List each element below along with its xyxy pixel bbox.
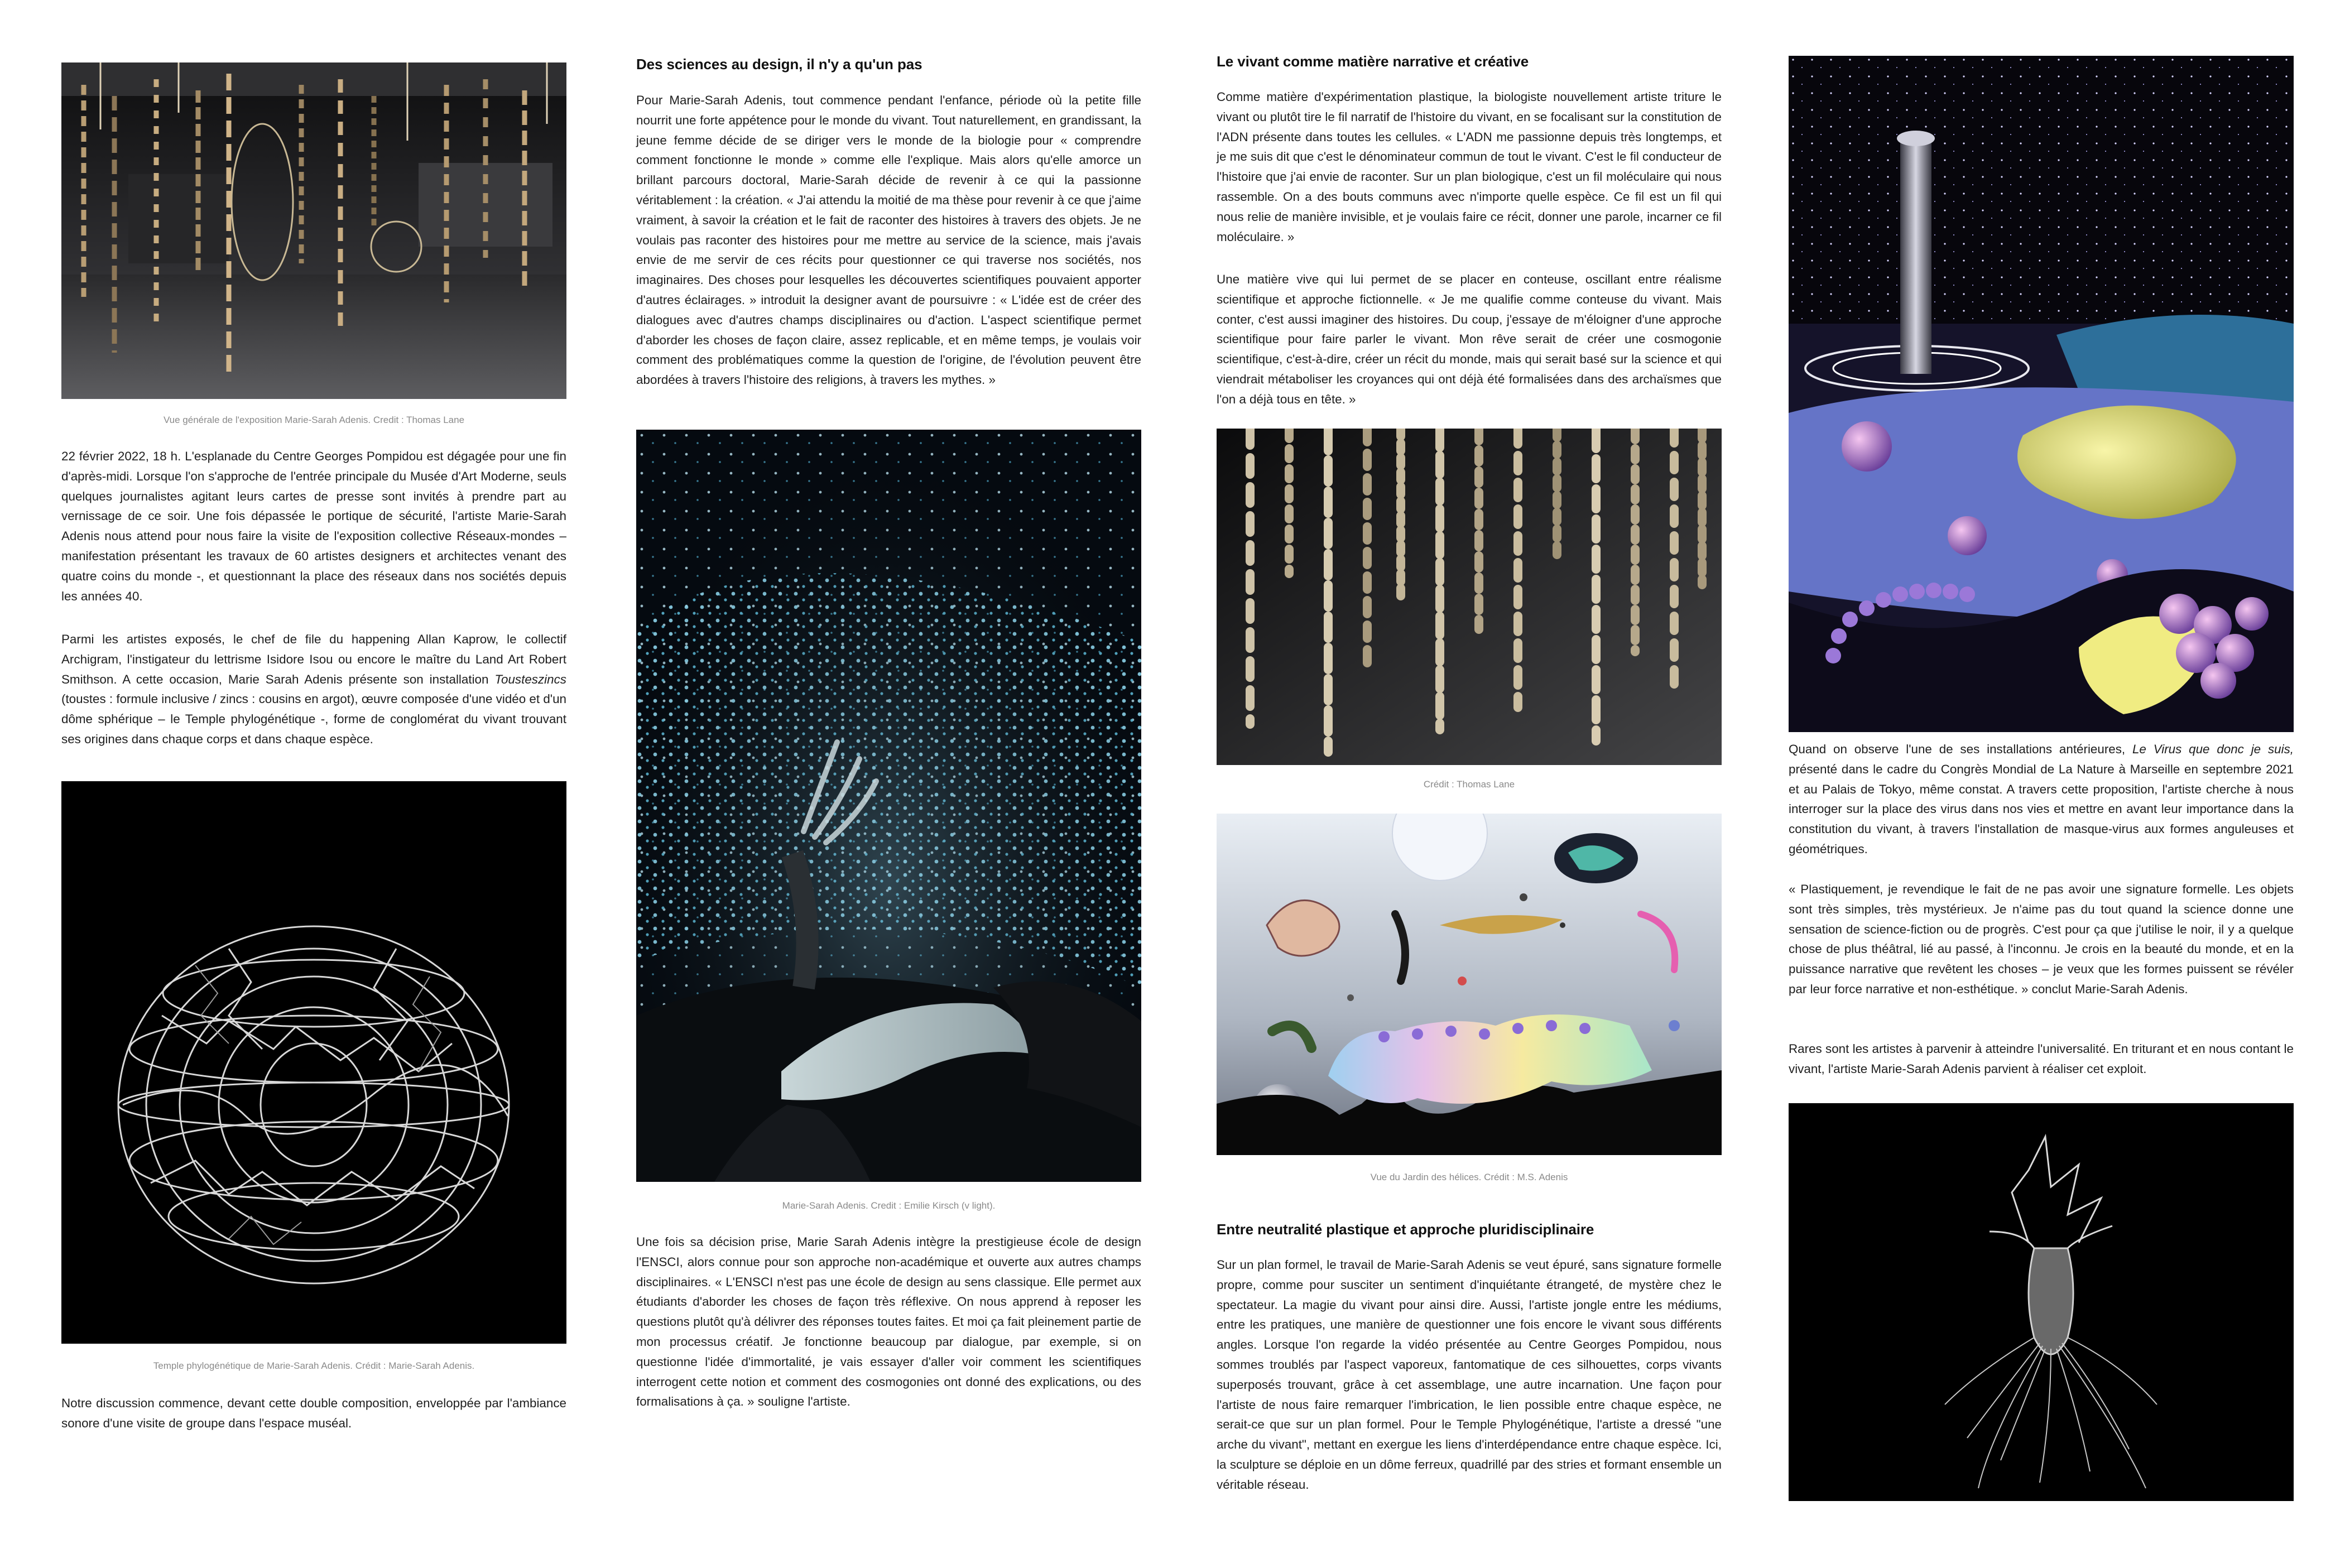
- wire-dome-sculpture: [61, 781, 566, 1344]
- intro-paragraph: 22 février 2022, 18 h. L'esplanade du Centre Georges Pompidou est dégagée pour une fin d'après-midi. Lorsque l'on s'approche de l'entrée principale du Musée d'Art Moderne, seuls quelques journalistes agitant leurs cartes de presse sont invités à prendre part au vernissage de ce soir. Une fois dépassée le portique de sécurité, l'artiste Marie-Sarah Adenis nous attend pour nous faire la visite de l'exposition collective Réseaux-mondes – manifestation présentant les travaux de 60 artistes designers et architectes venant des quatre coins du monde -, et questionnant la place des réseaux dans nos sociétés depuis les années 40.: [61, 449, 566, 603]
- discussion-paragraph: Notre discussion commence, devant cette double composition, enveloppée par l'ambiance sonore d'une visite de groupe dans l'espace muséal.: [61, 1396, 566, 1430]
- virus-paragraph: Quand on observe l'une de ses installations antérieures, Le Virus que donc je suis, présenté dans le cadre du Congrès Mondial de La Nature à Marseille en septembre 2021 et au Palais de Tokyo, même constat. A travers cette proposition, l'artiste cherche à nous interroger sur la place des virus dans nos vies et mettre en avant leur importance dans la constitution du vivant, à travers l'installation de masque-virus aux formes anguleuses et géométriques.: [1789, 742, 2294, 856]
- photo-caption: Vue générale de l'exposition Marie-Sarah Adenis. Credit : Thomas Lane: [163, 415, 465, 425]
- section-heading: Des sciences au design, il n'y a qu'un pas: [636, 56, 922, 73]
- artist-portrait-light: [636, 430, 1141, 1182]
- exhibition-hall-photo: [61, 62, 566, 399]
- ensci-paragraph: Une fois sa décision prise, Marie Sarah Adenis intègre la prestigieuse école de design l'ENSCI, alors connue pour son approche non-académique et ouverte aux autres champs disciplinaires. « L'ENSCI n'est pas une école de design au sens classique. Elle permet aux étudiants d'aborder les choses de façon très réflexive. On nous apprend à reposer les questions plutôt qu'à délivrer des réponses toutes faites. Et moi ça fait pleinement partie de mon processus créatif. Je fonctionne beaucoup par dialogue, par exemple, si on questionne l'idée d'immortalité, je vais essayer d'aller voir comment les scientifiques interrogent cette notion et comment des cosmogonies ont donné des explications, ou des formalisations à ça. » souligne l'artiste.: [636, 1235, 1141, 1409]
- storyteller-paragraph: Une matière vive qui lui permet de se placer en conteuse, oscillant entre réalisme scientifique et approche fictionnelle. « Je me qualifie comme conteuse du vivant. Mais conter, c'est aussi imaginer des histoires. Du coup, j'essaye de m'éloigner d'une approche scientifique pour faire parler le vivant. Mon rêve serait de créer une cosmogonie scientifique, c'est-à-dire, créer un récit du monde, mais qui serait basé sur la science et qui viendrait métaboliser les croyances qui ont déjà été formalisées dans des archaïsmes que l'on a déjà tous en tête. »: [1217, 272, 1722, 406]
- photo-caption: Marie-Sarah Adenis. Credit : Emilie Kirsch (v light).: [782, 1200, 996, 1211]
- garden-of-helices-render: [1217, 814, 1722, 1155]
- section-heading: Entre neutralité plastique et approche pluridisciplinaire: [1217, 1221, 1594, 1238]
- photo-caption: Vue du Jardin des hélices. Crédit : M.S. Adenis: [1370, 1172, 1568, 1182]
- section-heading: Le vivant comme matière narrative et créative: [1217, 53, 1529, 70]
- science-paragraph: Pour Marie-Sarah Adenis, tout commence pendant l'enfance, période où la petite fille nourrit une forte appétence pour le monde du vivant. Tout naturellement, en grandissant, la jeune femme décide de se diriger vers le monde de la biologie pour « comprendre comment fonctionne le monde » comme elle l'explique. Mais alors qu'elle amorce un brillant parcours doctoral, Marie-Sarah décide de revenir à ce qui la passionne véritablement : la création. « J'ai attendu la moitié de ma thèse pour revenir à ce que j'aime vraiment, à savoir la création et le fait de raconter des histoires à travers des objets. Je ne voulais pas raconter des histoires pour me mettre au service de la science, mais j'avais envie de me servir de ces récits pour questionner ce qui traverse nos sociétés, nos imaginaires. Des choses pour lesquelles les découvertes scientifiques pouvaient apporter d'autres éclairages. » introduit la designer avant de poursuivre : « L'idée est de créer des dialogues avec d'autres champs disciplinaires ou d'action. L'aspect scientifique permet d'aborder les choses de façon claire, assez replicable, et en même temps, je voulais voir comment des problématiques comme la question de l'origine, de l'évolution peuvent être abordées à travers l'histoire des religions, à travers les mythes. »: [636, 93, 1141, 387]
- virus-installation-room: [1789, 56, 2294, 732]
- white-organism-figure: [1789, 1103, 2294, 1501]
- hanging-dna-rods: [1217, 429, 1722, 765]
- conclusion-paragraph: Rares sont les artistes à parvenir à atteindre l'universalité. En triturant et en nous contant le vivant, l'artiste Marie-Sarah Adenis parvient à réaliser cet exploit.: [1789, 1042, 2294, 1076]
- quote-paragraph: « Plastiquement, je revendique le fait de ne pas avoir une signature formelle. Les objets sont très simples, très mystérieux. Je n'aime pas du tout quand la science donne une sensation de science-fiction ou de progrès. C'est pour ça que j'utilise le noir, il y a quelque chose de plus théâtral, lié au passé, à l'inconnu. Je crois en la beauté du monde, et en la puissance narrative que revêtent les choses – je veux que les formes puissent se révéler par leur force narrative et non-esthétique. » conclut Marie-Sarah Adenis.: [1789, 882, 2294, 996]
- artists-paragraph: Parmi les artistes exposés, le chef de file du happening Allan Kaprow, le collectif Archigram, l'instigateur du lettrisme Isidore Isou ou encore le maître du Land Art Robert Smithson. A cette occasion, Marie Sarah Adenis présente son installation Tousteszincs (toustes : formule inclusive / zincs : cousins en argot), œuvre composée d'une vidéo et d'un dôme sphérique – le Temple phylogénétique -, forme de conglomérat du vivant trouvant ses origines dans chaque corps et dans chaque espèce.: [61, 632, 566, 746]
- formal-paragraph: Sur un plan formel, le travail de Marie-Sarah Adenis se veut épuré, sans signature formelle propre, comme pour susciter un sentiment d'inquiétante étrangeté, de mystère chez le spectateur. La magie du vivant pour ainsi dire. Aussi, l'artiste jongle entre les médiums, entre les pratiques, une manière de questionner une fois encore le vivant sous différents angles. Lorsque l'on regarde la vidéo présentée au Centre Georges Pompidou, nous sommes troublés par l'aspect vaporeux, fantomatique de ces silhouettes, corps vivants superposés trouvant, grâce à cet assemblage, une autre incarnation. Une façon pour l'artiste de nous faire remarquer l'imbrication, le lien possible entre chaque espèce, ne serait-ce que sur un plan formel. Pour le Temple Phylogénétique, l'artiste a dressé "une arche du vivant", mettant en exergue les liens d'interdépendance entre chaque espèce. Ici, la sculpture se déploie en un dôme ferreux, quadrillé par des stries et formant ensemble un véritable réseau.: [1217, 1258, 1722, 1492]
- photo-caption: Temple phylogénétique de Marie-Sarah Adenis. Crédit : Marie-Sarah Adenis.: [153, 1360, 475, 1371]
- photo-caption: Crédit : Thomas Lane: [1423, 779, 1515, 790]
- dna-paragraph: Comme matière d'expérimentation plastique, la biologiste nouvellement artiste triture le vivant ou plutôt tire le fil narratif de l'histoire du vivant, en se focalisant sur la constitution de l'ADN présente dans toutes les cellules. « L'ADN me passionne depuis très longtemps, et je me suis dit que c'est le dénominateur commun de tout le vivant. C'est le fil conducteur de l'histoire que j'ai envie de raconter. Sur un plan biologique, c'est un fil moléculaire qui nous rassemble. On a des bouts communs avec n'importe quelle espèce. Ce fil est un fil qui nous relie de manière invisible, et je voulais faire ce récit, donner une parole, incarner ce fil moléculaire. »: [1217, 90, 1722, 244]
